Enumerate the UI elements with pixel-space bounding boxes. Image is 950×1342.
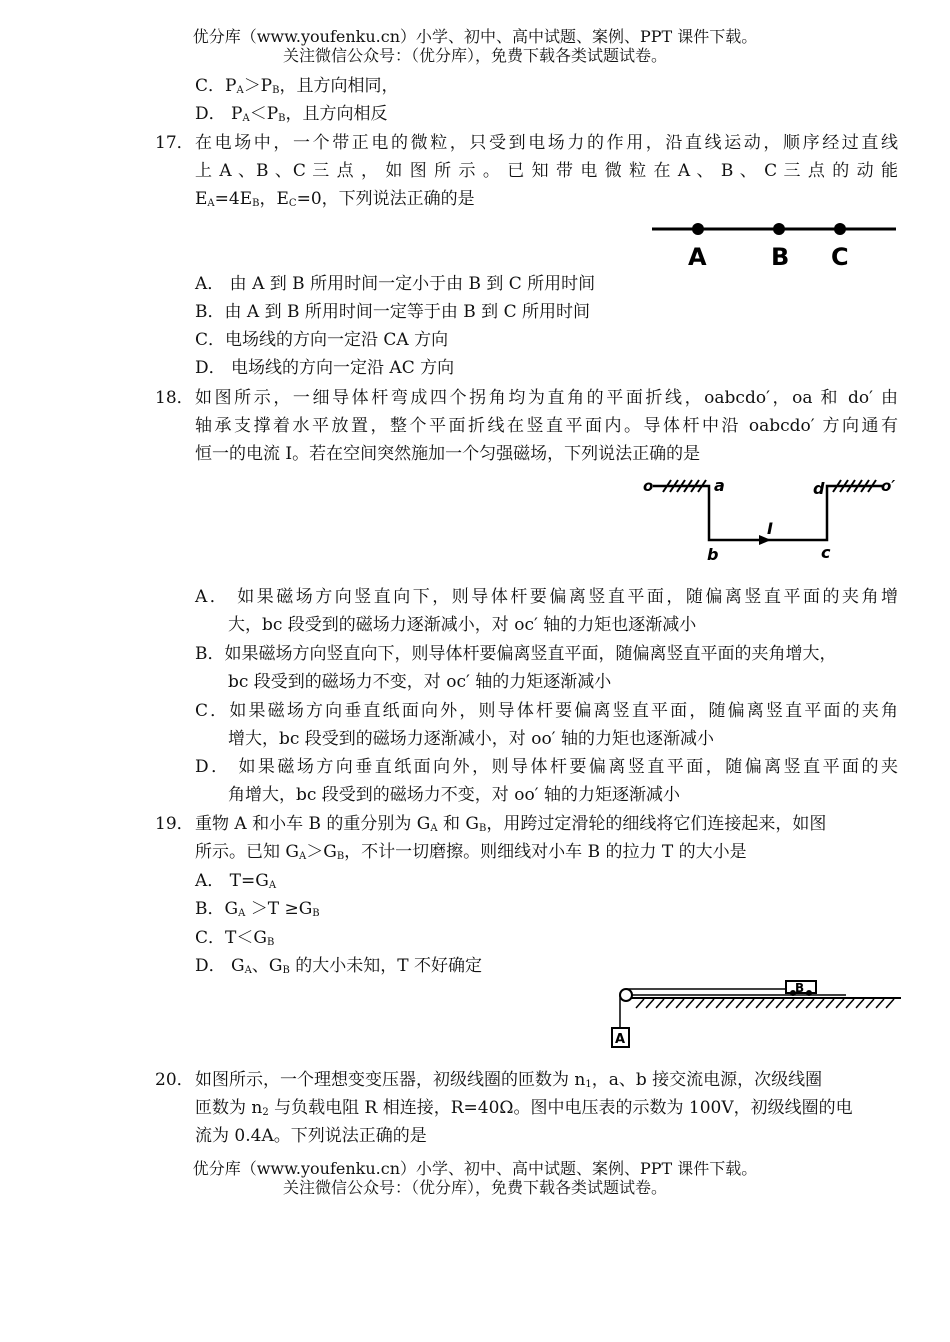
q17-option-a: A． 由 A 到 B 所用时间一定小于由 B 到 C 所用时间 xyxy=(195,274,596,294)
q18-number: 18． xyxy=(155,388,194,408)
q18-fig-label-c: c xyxy=(821,543,831,562)
q18-text-1: 如图所示，一细导体杆弯成四个拐角均为直角的平面折线，oabcdo′，oa 和 do′ 由 xyxy=(195,388,898,408)
header-line-1: 优分库（www.youfenku.cn）小学、初中、高中试题、案例、PPT 课件下载。 xyxy=(192,27,758,46)
q17-fig-label-a: A xyxy=(688,243,707,270)
q17-option-d: D． 电场线的方向一定沿 AC 方向 xyxy=(195,358,455,378)
q17-fig-label-c: C xyxy=(831,243,849,270)
q20-number: 20． xyxy=(155,1070,194,1090)
q18-option-d-2: 角增大，bc 段受到的磁场力不变，对 oo′ 轴的力矩逐渐减小 xyxy=(228,785,680,805)
q17-figure xyxy=(648,218,900,270)
q18-fig-label-o-prime: o′ xyxy=(881,477,896,495)
q20-text-1: 如图所示，一个理想变变压器，初级线圈的匝数为 $n_1$，a、b 接交流电源，次级线圈 xyxy=(195,1070,823,1090)
q17-number: 17． xyxy=(155,133,194,153)
q18-fig-label-b: b xyxy=(707,545,719,564)
q16-option-d: D． $P_A<P_B$，且方向相反 xyxy=(195,104,388,124)
q18-option-d-1: D． 如果磁场方向垂直纸面向外，则导体杆要偏离竖直平面，随偏离竖直平面的夹 xyxy=(195,757,898,777)
q20-text-2: 匝数为 $n_2$ 与负载电阻 R 相连接，R=40Ω。图中电压表的示数为 100V，初级线圈的电 xyxy=(195,1098,853,1118)
q19-fig-label-b: B xyxy=(795,981,805,995)
q18-text-2: 轴承支撑着水平放置，整个平面折线在竖直平面内。导体杆中沿 oabcdo′ 方向通有 xyxy=(195,416,898,436)
q18-figure xyxy=(643,474,903,564)
q19-fig-label-a: A xyxy=(615,1032,626,1047)
q17-text-2: 上 A 、B 、C 三 点 ， 如 图 所 示 。 已 知 带 电 微 粒 在 A 、 B 、 C 三 点 的 动 能 xyxy=(195,161,898,181)
q18-option-a-2: 大，bc 段受到的磁场力逐渐减小，对 oc′ 轴的力矩也逐渐减小 xyxy=(228,615,697,635)
q17-option-c: C．电场线的方向一定沿 CA 方向 xyxy=(195,330,449,350)
q19-option-a: A． $T=G_A$ xyxy=(195,871,277,891)
q18-option-b-2: bc 段受到的磁场力不变，对 oc′ 轴的力矩逐渐减小 xyxy=(228,672,612,692)
q18-option-a-1: A． 如果磁场方向竖直向下，则导体杆要偏离竖直平面，随偏离竖直平面的夹角增 xyxy=(195,587,898,607)
q18-option-c-2: 增大，bc 段受到的磁场力逐渐减小，对 oo′ 轴的力矩也逐渐减小 xyxy=(228,729,714,749)
footer-line-1: 优分库（www.youfenku.cn）小学、初中、高中试题、案例、PPT 课件下载。 xyxy=(192,1159,758,1178)
q19-option-b: B．$G_A >T \ge G_B$ xyxy=(195,899,320,919)
q19-text-1: 重物 A 和小车 B 的重分别为 $G_A$ 和 $G_B$，用跨过定滑轮的细线将它们连接起来，如图 xyxy=(195,814,827,834)
footer-line-2: 关注微信公众号：（优分库），免费下载各类试题试卷。 xyxy=(282,1178,667,1197)
q17-text-1: 在电场中，一个带正电的微粒，只受到电场力的作用，沿直线运动，顺序经过直线 xyxy=(195,133,898,153)
q19-figure xyxy=(608,978,903,1052)
q19-option-c: C．$T<G_B$ xyxy=(195,928,275,948)
q19-text-2: 所示。已知 $G_A>G_B$，不计一切磨擦。则细线对小车 B 的拉力 T 的大小是 xyxy=(195,842,747,862)
q19-number: 19． xyxy=(155,814,194,834)
q17-text-3: $E_A=4E_B$，$E_C=0$，下列说法正确的是 xyxy=(195,189,475,209)
q17-option-b: B．由 A 到 B 所用时间一定等于由 B 到 C 所用时间 xyxy=(195,302,590,322)
q18-fig-label-d: d xyxy=(813,479,825,498)
q18-fig-label-i: I xyxy=(767,519,773,538)
header-line-2: 关注微信公众号：（优分库），免费下载各类试题试卷。 xyxy=(282,46,667,65)
q16-option-c: C．$P_A>P_B$，且方向相同， xyxy=(195,76,399,96)
q18-option-c-1: C．如果磁场方向垂直纸面向外，则导体杆要偏离竖直平面，随偏离竖直平面的夹角 xyxy=(195,701,898,721)
q17-fig-label-b: B xyxy=(771,243,790,270)
q18-option-b-1: B．如果磁场方向竖直向下，则导体杆要偏离竖直平面，随偏离竖直平面的夹角增大， xyxy=(195,644,837,664)
q18-text-3: 恒一的电流 I。若在空间突然施加一个匀强磁场，下列说法正确的是 xyxy=(195,444,701,464)
q18-fig-label-a: a xyxy=(714,476,725,495)
q20-text-3: 流为 0.4A。下列说法正确的是 xyxy=(195,1126,427,1146)
q19-option-d: D． $G_A$、$G_B$ 的大小未知，T 不好确定 xyxy=(195,956,482,976)
q18-fig-label-o: o xyxy=(643,477,654,495)
